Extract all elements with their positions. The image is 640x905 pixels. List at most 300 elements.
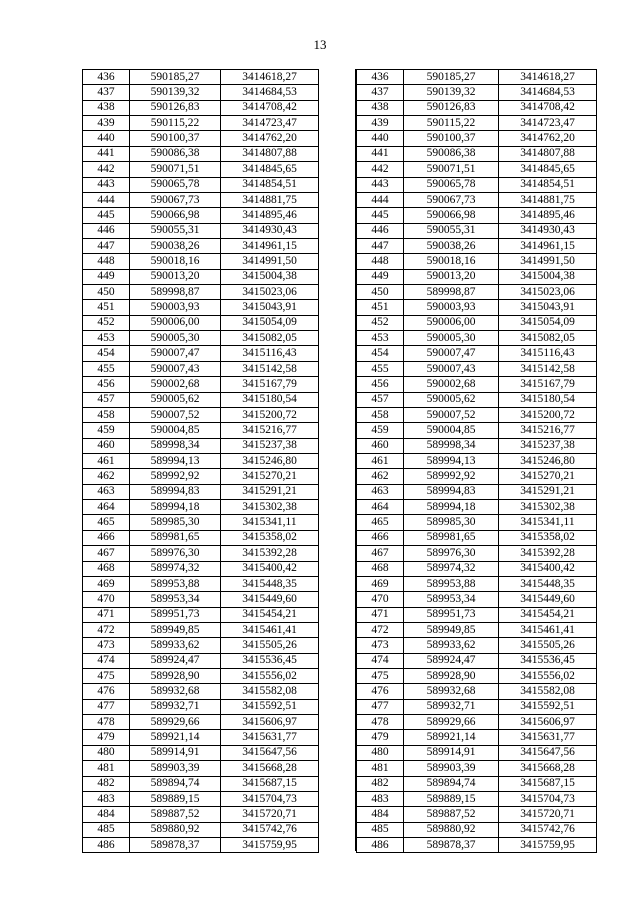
table-row — [83, 315, 319, 330]
point-number-cell: 442 — [357, 162, 404, 177]
y-coordinate-cell: 3415720,71 — [499, 807, 597, 822]
x-coordinate-cell: 589953,34 — [130, 592, 221, 607]
x-coordinate-cell: 590055,31 — [130, 223, 221, 238]
table-row — [357, 85, 597, 100]
point-number-cell: 470 — [357, 592, 404, 607]
y-coordinate-cell: 3415341,11 — [499, 515, 597, 530]
y-coordinate-cell: 3415082,05 — [221, 331, 319, 346]
x-coordinate-cell: 590067,73 — [130, 192, 221, 207]
x-coordinate-cell: 590038,26 — [404, 238, 499, 253]
point-number-cell: 464 — [357, 500, 404, 515]
y-coordinate-cell: 3415720,71 — [221, 807, 319, 822]
x-coordinate-cell: 590006,00 — [130, 315, 221, 330]
table-row — [83, 131, 319, 146]
table-row — [83, 361, 319, 376]
table-row — [83, 837, 319, 852]
x-coordinate-cell: 590115,22 — [404, 116, 499, 131]
table-row — [83, 300, 319, 315]
point-number-cell: 437 — [83, 85, 130, 100]
table-row — [83, 607, 319, 622]
table-row — [357, 377, 597, 392]
x-coordinate-cell: 589992,92 — [130, 469, 221, 484]
y-coordinate-cell: 3415392,28 — [221, 546, 319, 561]
table-row — [357, 469, 597, 484]
y-coordinate-cell: 3415167,79 — [499, 377, 597, 392]
y-coordinate-cell: 3415216,77 — [499, 423, 597, 438]
table-row — [83, 269, 319, 284]
table-row — [83, 177, 319, 192]
y-coordinate-cell: 3415270,21 — [499, 469, 597, 484]
point-number-cell: 455 — [83, 361, 130, 376]
point-number-cell: 447 — [83, 238, 130, 253]
x-coordinate-cell: 589903,39 — [130, 761, 221, 776]
table-row — [83, 561, 319, 576]
table-row — [83, 699, 319, 714]
point-number-cell: 474 — [357, 653, 404, 668]
x-coordinate-cell: 590067,73 — [404, 192, 499, 207]
y-coordinate-cell: 3415461,41 — [221, 622, 319, 637]
table-row — [83, 745, 319, 760]
point-number-cell: 439 — [357, 116, 404, 131]
x-coordinate-cell: 589974,32 — [404, 561, 499, 576]
table-row — [83, 761, 319, 776]
x-coordinate-cell: 590139,32 — [404, 85, 499, 100]
x-coordinate-cell: 590007,47 — [404, 346, 499, 361]
point-number-cell: 448 — [83, 254, 130, 269]
point-number-cell: 449 — [83, 269, 130, 284]
y-coordinate-cell: 3415461,41 — [499, 622, 597, 637]
y-coordinate-cell: 3414618,27 — [499, 70, 597, 85]
point-number-cell: 451 — [357, 300, 404, 315]
y-coordinate-cell: 3415167,79 — [221, 377, 319, 392]
point-number-cell: 458 — [83, 407, 130, 422]
y-coordinate-cell: 3415237,38 — [499, 438, 597, 453]
point-number-cell: 476 — [83, 684, 130, 699]
y-coordinate-cell: 3415392,28 — [499, 546, 597, 561]
table-row — [83, 622, 319, 637]
x-coordinate-cell: 590004,85 — [404, 423, 499, 438]
x-coordinate-cell: 590005,30 — [130, 331, 221, 346]
y-coordinate-cell: 3415023,06 — [221, 285, 319, 300]
y-coordinate-cell: 3415043,91 — [221, 300, 319, 315]
point-number-cell: 460 — [83, 438, 130, 453]
point-number-cell: 436 — [83, 70, 130, 85]
table-row — [357, 346, 597, 361]
y-coordinate-cell: 3415647,56 — [221, 745, 319, 760]
point-number-cell: 467 — [83, 546, 130, 561]
point-number-cell: 471 — [357, 607, 404, 622]
y-coordinate-cell: 3414895,46 — [221, 208, 319, 223]
x-coordinate-cell: 589932,68 — [130, 684, 221, 699]
point-number-cell: 441 — [83, 146, 130, 161]
table-row — [357, 392, 597, 407]
x-coordinate-cell: 590086,38 — [404, 146, 499, 161]
table-row — [83, 377, 319, 392]
x-coordinate-cell: 590065,78 — [130, 177, 221, 192]
table-row — [357, 561, 597, 576]
table-row — [83, 546, 319, 561]
table-row — [357, 592, 597, 607]
y-coordinate-cell: 3415606,97 — [221, 715, 319, 730]
point-number-cell: 481 — [357, 761, 404, 776]
table-row — [357, 530, 597, 545]
x-coordinate-cell: 590006,00 — [404, 315, 499, 330]
point-number-cell: 483 — [357, 791, 404, 806]
x-coordinate-cell: 590139,32 — [130, 85, 221, 100]
table-row — [357, 146, 597, 161]
point-number-cell: 442 — [83, 162, 130, 177]
x-coordinate-cell: 590004,85 — [130, 423, 221, 438]
table-row — [83, 331, 319, 346]
x-coordinate-cell: 590115,22 — [130, 116, 221, 131]
x-coordinate-cell: 590100,37 — [130, 131, 221, 146]
point-number-cell: 476 — [357, 684, 404, 699]
point-number-cell: 437 — [357, 85, 404, 100]
point-number-cell: 469 — [357, 576, 404, 591]
x-coordinate-cell: 589929,66 — [404, 715, 499, 730]
table-row — [357, 177, 597, 192]
y-coordinate-cell: 3414991,50 — [221, 254, 319, 269]
table-row — [83, 254, 319, 269]
point-number-cell: 443 — [357, 177, 404, 192]
y-coordinate-cell: 3414723,47 — [221, 116, 319, 131]
x-coordinate-cell: 590002,68 — [404, 377, 499, 392]
table-row — [357, 407, 597, 422]
point-number-cell: 453 — [357, 331, 404, 346]
x-coordinate-cell: 590071,51 — [404, 162, 499, 177]
y-coordinate-cell: 3415082,05 — [499, 331, 597, 346]
table-row — [357, 622, 597, 637]
x-coordinate-cell: 589994,18 — [130, 500, 221, 515]
x-coordinate-cell: 590003,93 — [130, 300, 221, 315]
table-row — [357, 730, 597, 745]
x-coordinate-cell: 589949,85 — [404, 622, 499, 637]
y-coordinate-cell: 3415142,58 — [499, 361, 597, 376]
point-number-cell: 454 — [83, 346, 130, 361]
point-number-cell: 453 — [83, 331, 130, 346]
table-row — [357, 223, 597, 238]
y-coordinate-cell: 3415216,77 — [221, 423, 319, 438]
table-row — [357, 745, 597, 760]
point-number-cell: 466 — [83, 530, 130, 545]
y-coordinate-cell: 3415556,02 — [221, 669, 319, 684]
y-coordinate-cell: 3415180,54 — [499, 392, 597, 407]
y-coordinate-cell: 3414807,88 — [221, 146, 319, 161]
x-coordinate-cell: 590185,27 — [130, 70, 221, 85]
y-coordinate-cell: 3414708,42 — [499, 100, 597, 115]
point-number-cell: 463 — [83, 484, 130, 499]
point-number-cell: 472 — [357, 622, 404, 637]
x-coordinate-cell: 589928,90 — [130, 669, 221, 684]
x-coordinate-cell: 589933,62 — [404, 638, 499, 653]
point-number-cell: 436 — [357, 70, 404, 85]
x-coordinate-cell: 589887,52 — [130, 807, 221, 822]
x-coordinate-cell: 589994,83 — [404, 484, 499, 499]
y-coordinate-cell: 3414845,65 — [499, 162, 597, 177]
point-number-cell: 478 — [357, 715, 404, 730]
table-row — [83, 285, 319, 300]
y-coordinate-cell: 3415200,72 — [221, 407, 319, 422]
y-coordinate-cell: 3415668,28 — [499, 761, 597, 776]
point-number-cell: 464 — [83, 500, 130, 515]
x-coordinate-cell: 589985,30 — [404, 515, 499, 530]
x-coordinate-cell: 589929,66 — [130, 715, 221, 730]
y-coordinate-cell: 3415054,09 — [499, 315, 597, 330]
table-row — [83, 576, 319, 591]
x-coordinate-cell: 589976,30 — [404, 546, 499, 561]
coordinates-table-right — [356, 69, 597, 853]
table-row — [83, 238, 319, 253]
point-number-cell: 479 — [357, 730, 404, 745]
point-number-cell: 468 — [83, 561, 130, 576]
point-number-cell: 478 — [83, 715, 130, 730]
y-coordinate-cell: 3415759,95 — [499, 837, 597, 852]
point-number-cell: 470 — [83, 592, 130, 607]
table-row — [83, 70, 319, 85]
y-coordinate-cell: 3415759,95 — [221, 837, 319, 852]
y-coordinate-cell: 3415454,21 — [221, 607, 319, 622]
point-number-cell: 438 — [83, 100, 130, 115]
x-coordinate-cell: 590005,62 — [130, 392, 221, 407]
y-coordinate-cell: 3415400,42 — [221, 561, 319, 576]
y-coordinate-cell: 3415302,38 — [221, 500, 319, 515]
table-row — [357, 131, 597, 146]
x-coordinate-cell: 589914,91 — [404, 745, 499, 760]
y-coordinate-cell: 3415592,51 — [221, 699, 319, 714]
x-coordinate-cell: 590003,93 — [404, 300, 499, 315]
x-coordinate-cell: 589994,83 — [130, 484, 221, 499]
table-row — [83, 453, 319, 468]
point-number-cell: 468 — [357, 561, 404, 576]
x-coordinate-cell: 590018,16 — [130, 254, 221, 269]
table-row — [357, 761, 597, 776]
point-number-cell: 480 — [357, 745, 404, 760]
y-coordinate-cell: 3414854,51 — [499, 177, 597, 192]
table-row — [83, 208, 319, 223]
y-coordinate-cell: 3415687,15 — [499, 776, 597, 791]
x-coordinate-cell: 589878,37 — [404, 837, 499, 852]
point-number-cell: 477 — [83, 699, 130, 714]
x-coordinate-cell: 589953,88 — [130, 576, 221, 591]
y-coordinate-cell: 3414895,46 — [499, 208, 597, 223]
x-coordinate-cell: 590055,31 — [404, 223, 499, 238]
y-coordinate-cell: 3414930,43 — [499, 223, 597, 238]
table-row — [83, 407, 319, 422]
y-coordinate-cell: 3414881,75 — [221, 192, 319, 207]
divider-line — [318, 69, 319, 851]
y-coordinate-cell: 3415054,09 — [221, 315, 319, 330]
table-row — [83, 469, 319, 484]
y-coordinate-cell: 3415687,15 — [221, 776, 319, 791]
point-number-cell: 482 — [357, 776, 404, 791]
point-number-cell: 440 — [83, 131, 130, 146]
table-row — [83, 116, 319, 131]
y-coordinate-cell: 3414708,42 — [221, 100, 319, 115]
point-number-cell: 467 — [357, 546, 404, 561]
point-number-cell: 479 — [83, 730, 130, 745]
point-number-cell: 483 — [83, 791, 130, 806]
y-coordinate-cell: 3415237,38 — [221, 438, 319, 453]
x-coordinate-cell: 589921,14 — [404, 730, 499, 745]
x-coordinate-cell: 590007,43 — [130, 361, 221, 376]
point-number-cell: 474 — [83, 653, 130, 668]
point-number-cell: 444 — [357, 192, 404, 207]
table-row — [357, 453, 597, 468]
table-row — [357, 300, 597, 315]
y-coordinate-cell: 3415291,21 — [499, 484, 597, 499]
table-row — [83, 100, 319, 115]
x-coordinate-cell: 590126,83 — [404, 100, 499, 115]
y-coordinate-cell: 3414845,65 — [221, 162, 319, 177]
point-number-cell: 475 — [357, 669, 404, 684]
y-coordinate-cell: 3415448,35 — [499, 576, 597, 591]
table-row — [83, 438, 319, 453]
x-coordinate-cell: 589994,13 — [130, 453, 221, 468]
table-row — [83, 192, 319, 207]
y-coordinate-cell: 3415302,38 — [499, 500, 597, 515]
point-number-cell: 457 — [83, 392, 130, 407]
point-number-cell: 485 — [357, 822, 404, 837]
y-coordinate-cell: 3415536,45 — [499, 653, 597, 668]
point-number-cell: 459 — [83, 423, 130, 438]
y-coordinate-cell: 3415668,28 — [221, 761, 319, 776]
point-number-cell: 452 — [83, 315, 130, 330]
y-coordinate-cell: 3414961,15 — [221, 238, 319, 253]
x-coordinate-cell: 589932,68 — [404, 684, 499, 699]
y-coordinate-cell: 3415449,60 — [499, 592, 597, 607]
x-coordinate-cell: 589889,15 — [404, 791, 499, 806]
point-number-cell: 477 — [357, 699, 404, 714]
point-number-cell: 486 — [357, 837, 404, 852]
point-number-cell: 457 — [357, 392, 404, 407]
table-row — [83, 715, 319, 730]
y-coordinate-cell: 3415358,02 — [221, 530, 319, 545]
y-coordinate-cell: 3414684,53 — [499, 85, 597, 100]
x-coordinate-cell: 589985,30 — [130, 515, 221, 530]
table-row — [83, 515, 319, 530]
y-coordinate-cell: 3415043,91 — [499, 300, 597, 315]
y-coordinate-cell: 3415449,60 — [221, 592, 319, 607]
point-number-cell: 441 — [357, 146, 404, 161]
x-coordinate-cell: 589998,87 — [404, 285, 499, 300]
table-row — [357, 100, 597, 115]
y-coordinate-cell: 3415631,77 — [221, 730, 319, 745]
x-coordinate-cell: 589998,34 — [404, 438, 499, 453]
table-row — [357, 791, 597, 806]
x-coordinate-cell: 589974,32 — [130, 561, 221, 576]
x-coordinate-cell: 589878,37 — [130, 837, 221, 852]
table-row — [357, 776, 597, 791]
y-coordinate-cell: 3415142,58 — [221, 361, 319, 376]
point-number-cell: 445 — [83, 208, 130, 223]
point-number-cell: 438 — [357, 100, 404, 115]
x-coordinate-cell: 590007,47 — [130, 346, 221, 361]
y-coordinate-cell: 3415246,80 — [221, 453, 319, 468]
y-coordinate-cell: 3414762,20 — [221, 131, 319, 146]
table-row — [357, 715, 597, 730]
point-number-cell: 439 — [83, 116, 130, 131]
point-number-cell: 462 — [83, 469, 130, 484]
point-number-cell: 459 — [357, 423, 404, 438]
y-coordinate-cell: 3415023,06 — [499, 285, 597, 300]
x-coordinate-cell: 590018,16 — [404, 254, 499, 269]
point-number-cell: 465 — [83, 515, 130, 530]
x-coordinate-cell: 589994,13 — [404, 453, 499, 468]
point-number-cell: 475 — [83, 669, 130, 684]
y-coordinate-cell: 3414684,53 — [221, 85, 319, 100]
table-row — [83, 392, 319, 407]
table-row — [357, 684, 597, 699]
x-coordinate-cell: 589894,74 — [130, 776, 221, 791]
coordinates-table-left — [82, 69, 319, 853]
x-coordinate-cell: 590013,20 — [130, 269, 221, 284]
table-row — [83, 146, 319, 161]
y-coordinate-cell: 3415341,11 — [221, 515, 319, 530]
x-coordinate-cell: 589914,91 — [130, 745, 221, 760]
x-coordinate-cell: 590086,38 — [130, 146, 221, 161]
point-number-cell: 458 — [357, 407, 404, 422]
table-row — [83, 592, 319, 607]
y-coordinate-cell: 3415116,43 — [499, 346, 597, 361]
y-coordinate-cell: 3415704,73 — [221, 791, 319, 806]
point-number-cell: 473 — [357, 638, 404, 653]
table-row — [357, 116, 597, 131]
x-coordinate-cell: 589894,74 — [404, 776, 499, 791]
x-coordinate-cell: 590066,98 — [404, 208, 499, 223]
table-row — [357, 361, 597, 376]
table-row — [357, 576, 597, 591]
point-number-cell: 440 — [357, 131, 404, 146]
table-row — [83, 730, 319, 745]
table-row — [83, 162, 319, 177]
point-number-cell: 450 — [357, 285, 404, 300]
x-coordinate-cell: 589949,85 — [130, 622, 221, 637]
point-number-cell: 462 — [357, 469, 404, 484]
x-coordinate-cell: 589880,92 — [130, 822, 221, 837]
y-coordinate-cell: 3415647,56 — [499, 745, 597, 760]
y-coordinate-cell: 3415505,26 — [499, 638, 597, 653]
point-number-cell: 480 — [83, 745, 130, 760]
table-row — [357, 423, 597, 438]
y-coordinate-cell: 3415180,54 — [221, 392, 319, 407]
x-coordinate-cell: 589981,65 — [404, 530, 499, 545]
point-number-cell: 469 — [83, 576, 130, 591]
point-number-cell: 461 — [83, 453, 130, 468]
x-coordinate-cell: 590013,20 — [404, 269, 499, 284]
table-row — [357, 669, 597, 684]
table-row — [357, 254, 597, 269]
y-coordinate-cell: 3414854,51 — [221, 177, 319, 192]
y-coordinate-cell: 3415400,42 — [499, 561, 597, 576]
table-row — [83, 791, 319, 806]
y-coordinate-cell: 3415631,77 — [499, 730, 597, 745]
y-coordinate-cell: 3415704,73 — [499, 791, 597, 806]
table-row — [83, 638, 319, 653]
x-coordinate-cell: 589976,30 — [130, 546, 221, 561]
x-coordinate-cell: 589951,73 — [130, 607, 221, 622]
table-row — [357, 807, 597, 822]
x-coordinate-cell: 589932,71 — [130, 699, 221, 714]
y-coordinate-cell: 3415582,08 — [499, 684, 597, 699]
point-number-cell: 449 — [357, 269, 404, 284]
table-row — [357, 315, 597, 330]
table-row — [357, 208, 597, 223]
y-coordinate-cell: 3415505,26 — [221, 638, 319, 653]
table-row — [83, 423, 319, 438]
point-number-cell: 452 — [357, 315, 404, 330]
x-coordinate-cell: 589951,73 — [404, 607, 499, 622]
point-number-cell: 446 — [83, 223, 130, 238]
